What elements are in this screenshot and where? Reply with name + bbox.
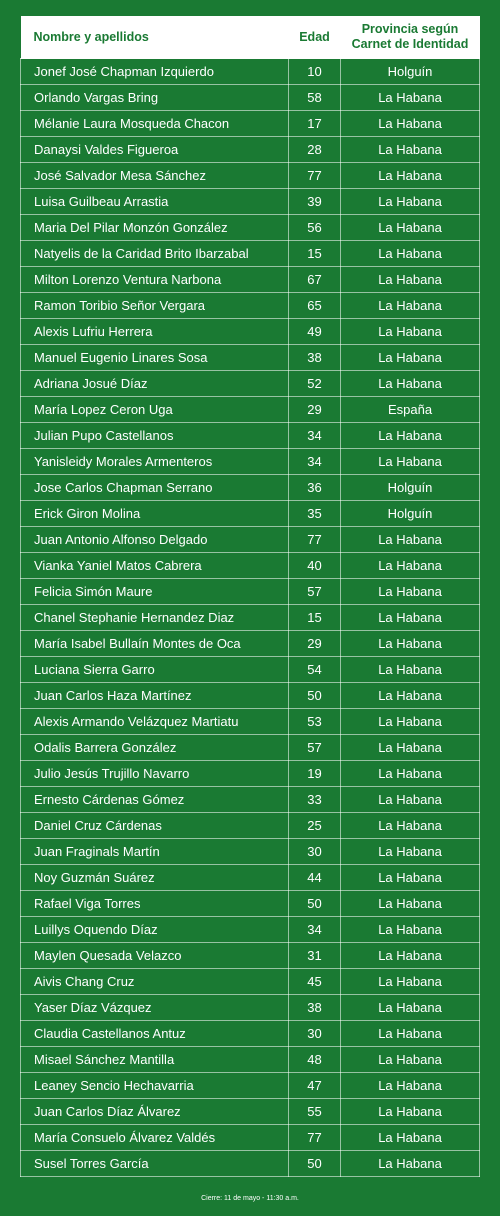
table-row	[21, 475, 480, 501]
row-name: Milton Lorenzo Ventura Narbona	[21, 267, 289, 293]
row-age: 35	[289, 501, 341, 527]
table-row	[21, 1021, 480, 1047]
row-name: Manuel Eugenio Linares Sosa	[21, 345, 289, 371]
table-row	[21, 709, 480, 735]
row-province: La Habana	[341, 709, 480, 735]
row-name: María Consuelo Álvarez Valdés	[21, 1125, 289, 1151]
row-age: 52	[289, 371, 341, 397]
table-row	[21, 657, 480, 683]
row-name: Chanel Stephanie Hernandez Diaz	[21, 605, 289, 631]
row-name: Alexis Lufriu Herrera	[21, 319, 289, 345]
row-age: 15	[289, 605, 341, 631]
row-name: Juan Carlos Haza Martínez	[21, 683, 289, 709]
row-name: Misael Sánchez Mantilla	[21, 1047, 289, 1073]
row-age: 58	[289, 85, 341, 111]
row-age: 50	[289, 891, 341, 917]
row-name: Noy Guzmán Suárez	[21, 865, 289, 891]
row-province: La Habana	[341, 865, 480, 891]
row-age: 50	[289, 1151, 341, 1177]
table-row	[21, 85, 480, 111]
table-row	[21, 345, 480, 371]
table-row	[21, 215, 480, 241]
row-age: 29	[289, 631, 341, 657]
row-province: La Habana	[341, 293, 480, 319]
row-province: La Habana	[341, 189, 480, 215]
row-name: Juan Antonio Alfonso Delgado	[21, 527, 289, 553]
row-age: 65	[289, 293, 341, 319]
row-province: La Habana	[341, 995, 480, 1021]
row-province: La Habana	[341, 631, 480, 657]
table-row	[21, 1151, 480, 1177]
row-province: La Habana	[341, 1099, 480, 1125]
row-age: 48	[289, 1047, 341, 1073]
row-age: 38	[289, 345, 341, 371]
row-name: Felicia Simón Maure	[21, 579, 289, 605]
table-row	[21, 397, 480, 423]
table-row	[21, 267, 480, 293]
row-province: La Habana	[341, 683, 480, 709]
row-age: 77	[289, 527, 341, 553]
table-row	[21, 605, 480, 631]
row-province: La Habana	[341, 969, 480, 995]
row-name: Luillys Oquendo Díaz	[21, 917, 289, 943]
row-province: La Habana	[341, 1073, 480, 1099]
row-province: Holguín	[341, 501, 480, 527]
row-name: Luciana Sierra Garro	[21, 657, 289, 683]
row-province: La Habana	[341, 657, 480, 683]
closing-note: Cierre: 11 de mayo - 11:30 a.m.	[201, 1195, 299, 1202]
row-age: 57	[289, 735, 341, 761]
row-name: Yaser Díaz Vázquez	[21, 995, 289, 1021]
row-province: La Habana	[341, 215, 480, 241]
row-age: 17	[289, 111, 341, 137]
row-province: La Habana	[341, 839, 480, 865]
row-age: 29	[289, 397, 341, 423]
row-age: 34	[289, 917, 341, 943]
row-name: Orlando Vargas Bring	[21, 85, 289, 111]
table-row	[21, 423, 480, 449]
row-name: José Salvador Mesa Sánchez	[21, 163, 289, 189]
row-province: La Habana	[341, 943, 480, 969]
row-province: La Habana	[341, 891, 480, 917]
row-name: Luisa Guilbeau Arrastia	[21, 189, 289, 215]
row-name: Juan Carlos Díaz Álvarez	[21, 1099, 289, 1125]
table-row	[21, 917, 480, 943]
row-province: La Habana	[341, 917, 480, 943]
table-row	[21, 943, 480, 969]
row-name: Juan Fraginals Martín	[21, 839, 289, 865]
table-row	[21, 189, 480, 215]
row-province: La Habana	[341, 605, 480, 631]
row-age: 31	[289, 943, 341, 969]
row-name: Yanisleidy Morales Armenteros	[21, 449, 289, 475]
row-name: María Isabel Bullaín Montes de Oca	[21, 631, 289, 657]
table-row	[21, 241, 480, 267]
table-row	[21, 1099, 480, 1125]
table-row	[21, 839, 480, 865]
row-age: 55	[289, 1099, 341, 1125]
table-row	[21, 735, 480, 761]
row-age: 67	[289, 267, 341, 293]
row-name: Leaney Sencio Hechavarria	[21, 1073, 289, 1099]
row-name: Natyelis de la Caridad Brito Ibarzabal	[21, 241, 289, 267]
row-province: La Habana	[341, 787, 480, 813]
row-province: La Habana	[341, 1125, 480, 1151]
row-name: Maylen Quesada Velazco	[21, 943, 289, 969]
row-province: La Habana	[341, 137, 480, 163]
row-age: 19	[289, 761, 341, 787]
row-age: 25	[289, 813, 341, 839]
row-age: 30	[289, 839, 341, 865]
row-name: Susel Torres García	[21, 1151, 289, 1177]
row-name: Claudia Castellanos Antuz	[21, 1021, 289, 1047]
row-age: 39	[289, 189, 341, 215]
row-age: 33	[289, 787, 341, 813]
row-name: Ramon Toribio Señor Vergara	[21, 293, 289, 319]
row-province: La Habana	[341, 423, 480, 449]
row-age: 38	[289, 995, 341, 1021]
row-province: La Habana	[341, 553, 480, 579]
row-age: 53	[289, 709, 341, 735]
row-age: 10	[289, 59, 341, 85]
row-province: La Habana	[341, 85, 480, 111]
table-row	[21, 969, 480, 995]
passenger-table	[20, 16, 480, 1177]
row-name: Odalis Barrera González	[21, 735, 289, 761]
row-age: 44	[289, 865, 341, 891]
row-age: 47	[289, 1073, 341, 1099]
row-name: Jose Carlos Chapman Serrano	[21, 475, 289, 501]
row-age: 34	[289, 423, 341, 449]
row-province: La Habana	[341, 735, 480, 761]
table-row	[21, 319, 480, 345]
row-province: La Habana	[341, 1047, 480, 1073]
row-age: 57	[289, 579, 341, 605]
table-row	[21, 1073, 480, 1099]
row-name: Daniel Cruz Cárdenas	[21, 813, 289, 839]
row-province: La Habana	[341, 267, 480, 293]
table-row	[21, 111, 480, 137]
row-age: 77	[289, 163, 341, 189]
table-row	[21, 761, 480, 787]
row-age: 15	[289, 241, 341, 267]
row-province: La Habana	[341, 241, 480, 267]
table-row	[21, 59, 480, 85]
row-age: 36	[289, 475, 341, 501]
row-province: La Habana	[341, 319, 480, 345]
row-province: La Habana	[341, 1151, 480, 1177]
row-name: Rafael Viga Torres	[21, 891, 289, 917]
row-province: Holguín	[341, 59, 480, 85]
row-name: Julian Pupo Castellanos	[21, 423, 289, 449]
table-header-row	[21, 16, 480, 59]
table-row	[21, 891, 480, 917]
table-row	[21, 787, 480, 813]
row-age: 54	[289, 657, 341, 683]
row-age: 77	[289, 1125, 341, 1151]
row-name: Erick Giron Molina	[21, 501, 289, 527]
table-row	[21, 579, 480, 605]
header-age: Edad	[289, 16, 341, 59]
row-province: Holguín	[341, 475, 480, 501]
row-province: La Habana	[341, 813, 480, 839]
table-row	[21, 527, 480, 553]
row-province: La Habana	[341, 163, 480, 189]
row-age: 28	[289, 137, 341, 163]
table-row	[21, 163, 480, 189]
row-province: La Habana	[341, 761, 480, 787]
row-name: Mélanie Laura Mosqueda Chacon	[21, 111, 289, 137]
table-row	[21, 137, 480, 163]
row-name: Vianka Yaniel Matos Cabrera	[21, 553, 289, 579]
row-name: Danaysi Valdes Figueroa	[21, 137, 289, 163]
row-province: España	[341, 397, 480, 423]
row-name: Alexis Armando Velázquez Martiatu	[21, 709, 289, 735]
table-row	[21, 813, 480, 839]
table-row	[21, 1047, 480, 1073]
table-row	[21, 995, 480, 1021]
row-age: 40	[289, 553, 341, 579]
table-row	[21, 293, 480, 319]
row-province: La Habana	[341, 527, 480, 553]
row-age: 30	[289, 1021, 341, 1047]
header-name: Nombre y apellidos	[21, 16, 289, 59]
row-province: La Habana	[341, 345, 480, 371]
table-row	[21, 1125, 480, 1151]
row-province: La Habana	[341, 579, 480, 605]
table-row	[21, 501, 480, 527]
row-name: Julio Jesús Trujillo Navarro	[21, 761, 289, 787]
row-name: María Lopez Ceron Uga	[21, 397, 289, 423]
header-province-line2: Carnet de Identidad	[351, 37, 469, 51]
row-province: La Habana	[341, 449, 480, 475]
row-province: La Habana	[341, 371, 480, 397]
table-row	[21, 631, 480, 657]
row-province: La Habana	[341, 111, 480, 137]
row-name: Aivis Chang Cruz	[21, 969, 289, 995]
row-name: Jonef José Chapman Izquierdo	[21, 59, 289, 85]
row-age: 50	[289, 683, 341, 709]
table-body	[21, 59, 480, 1177]
row-province: La Habana	[341, 1021, 480, 1047]
table-row	[21, 553, 480, 579]
row-name: Maria Del Pilar Monzón González	[21, 215, 289, 241]
header-province	[341, 16, 480, 59]
table-row	[21, 865, 480, 891]
row-name: Ernesto Cárdenas Gómez	[21, 787, 289, 813]
row-age: 56	[289, 215, 341, 241]
table-row	[21, 371, 480, 397]
table-row	[21, 449, 480, 475]
header-province-line1: Provincia según	[361, 22, 459, 36]
row-age: 45	[289, 969, 341, 995]
table-row	[21, 683, 480, 709]
row-age: 34	[289, 449, 341, 475]
row-age: 49	[289, 319, 341, 345]
row-name: Adriana Josué Díaz	[21, 371, 289, 397]
